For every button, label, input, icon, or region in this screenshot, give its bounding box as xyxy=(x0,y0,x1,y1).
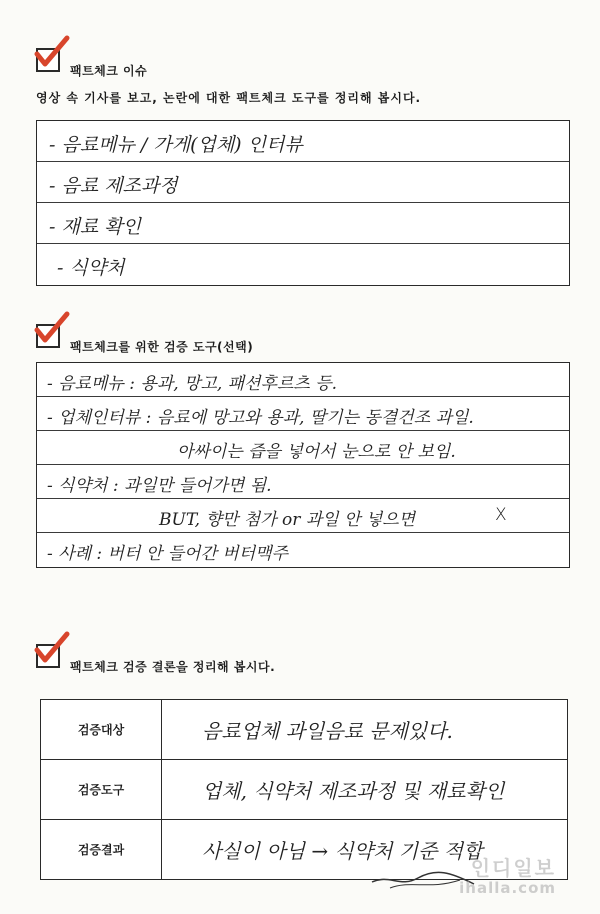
list-item xyxy=(37,121,569,162)
list-item xyxy=(37,499,569,533)
issue-item: - 음료 제조과정 xyxy=(49,175,178,197)
row-label: 검증도구 xyxy=(41,760,162,820)
list-item xyxy=(37,431,569,465)
tool-item: - 음료메뉴 : 용과, 망고, 패션후르츠 등. xyxy=(47,374,338,394)
issue-item: - 재료 확인 xyxy=(49,216,141,238)
list-item xyxy=(37,397,569,431)
section1-header xyxy=(36,40,147,79)
tool-item: BUT, 향만 첨가 or 과일 안 넣으면 xyxy=(159,510,416,530)
watermark-logo xyxy=(459,852,556,897)
row-value: 업체, 식약처 제조과정 및 재료확인 xyxy=(162,760,568,820)
issue-item: - 식약처 xyxy=(57,257,125,279)
row-value: 사실이 아님 → 식약처 기준 적합 xyxy=(162,820,568,880)
tool-item: - 식약처 : 과일만 들어가면 됨. xyxy=(47,476,272,496)
table-row xyxy=(41,760,568,820)
watermark-korean: 인디일보 xyxy=(470,856,556,880)
list-item xyxy=(37,533,569,567)
list-item xyxy=(37,363,569,397)
tools-list xyxy=(36,362,570,568)
issue-item: - 음료메뉴 / 가게(업체) 인터뷰 xyxy=(49,134,303,156)
section2-title: 팩트체크를 위한 검증 도구(선택) xyxy=(70,340,254,354)
watermark-latin: ihalla.com xyxy=(459,879,556,897)
list-item xyxy=(37,203,569,244)
checkbox-checked-icon xyxy=(36,324,60,348)
section2-header xyxy=(36,316,253,355)
list-item xyxy=(37,465,569,499)
section1-title: 팩트체크 이슈 xyxy=(70,64,148,78)
row-value: 음료업체 과일음료 문제있다. xyxy=(162,700,568,760)
list-item xyxy=(37,162,569,203)
row-label: 검증대상 xyxy=(41,700,162,760)
tool-item: - 사례 : 버터 안 들어간 버터맥주 xyxy=(47,544,288,564)
x-mark: X xyxy=(495,505,507,525)
checkbox-checked-icon xyxy=(36,48,60,72)
issue-list xyxy=(36,120,570,286)
list-item xyxy=(37,244,569,285)
row-label: 검증결과 xyxy=(41,820,162,880)
section1-subtitle: 영상 속 기사를 보고, 논란에 대한 팩트체크 도구를 정리해 봅시다. xyxy=(36,91,422,105)
checkbox-checked-icon xyxy=(36,644,60,668)
table-row xyxy=(41,700,568,760)
section3-title: 팩트체크 검증 결론을 정리해 봅시다. xyxy=(70,660,276,674)
tool-item: 아싸이는 즙을 넣어서 눈으로 안 보임. xyxy=(177,442,456,462)
section3-header xyxy=(36,636,275,675)
tool-item: - 업체인터뷰 : 음료에 망고와 용과, 딸기는 동결건조 과일. xyxy=(47,408,474,428)
